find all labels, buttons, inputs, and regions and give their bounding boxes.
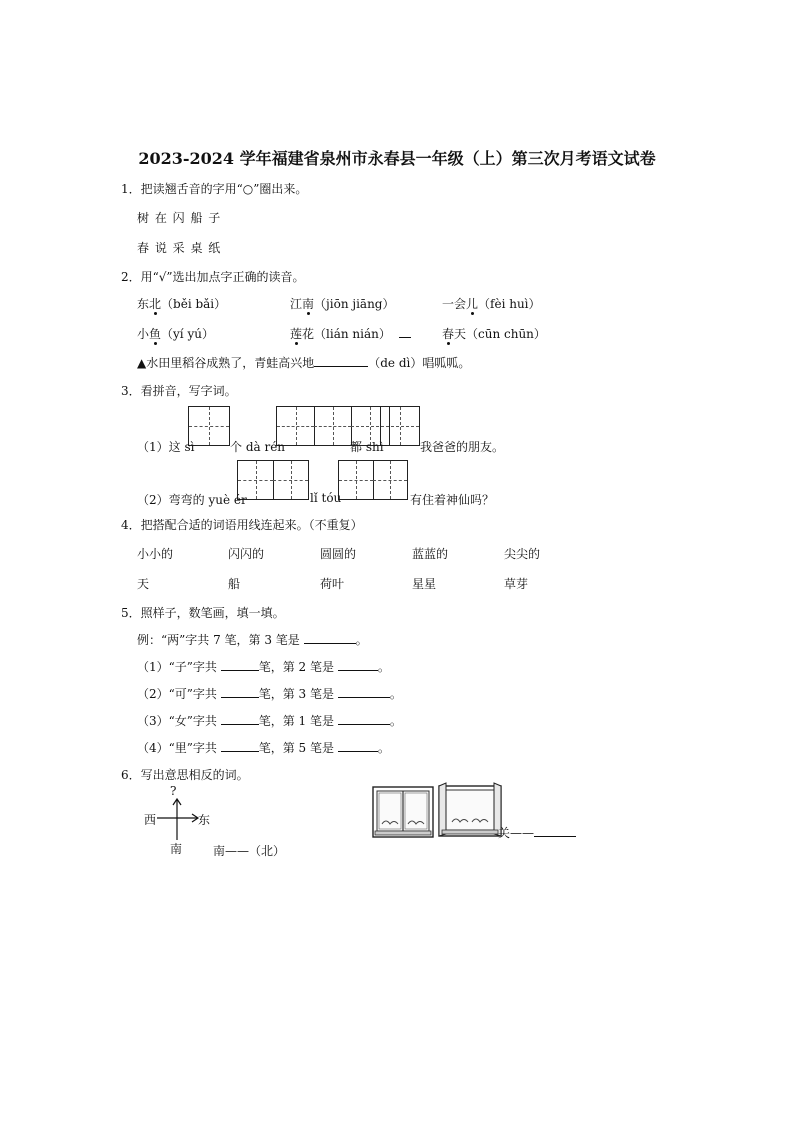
grid-cell[interactable] — [273, 461, 308, 499]
q2-item-3 — [442, 295, 541, 312]
q2-pinyin-options: （yí yú） — [161, 327, 214, 341]
q2-dotted-char: 北 — [149, 297, 162, 311]
q4-bottom-word[interactable]: 天 — [137, 577, 150, 591]
answer-blank[interactable] — [304, 631, 356, 644]
compass-west-label: 西 — [144, 813, 157, 827]
grid-cell[interactable] — [381, 407, 419, 445]
q2-dotted-char: 南 — [302, 297, 315, 311]
grid-cell[interactable] — [314, 407, 352, 445]
q6-prompt: 6．写出意思相反的词。 — [121, 768, 249, 782]
q2-sentence-end: （de dì）唱呱呱。 — [368, 356, 471, 370]
q5-line-1 — [137, 658, 390, 675]
q3-s2-part-c: 有住着神仙吗？ — [410, 493, 495, 507]
q2-item-text: 一会 — [442, 297, 467, 311]
open-window-icon — [438, 782, 502, 838]
q4-top-word[interactable]: 闪闪的 — [228, 547, 265, 561]
answer-blank[interactable] — [399, 325, 411, 338]
q5-line-4 — [137, 739, 390, 756]
q4-top-word[interactable]: 小小的 — [137, 547, 174, 561]
stroke-count-blank[interactable] — [221, 685, 259, 698]
q4-bottom-word[interactable]: 荷叶 — [320, 577, 345, 591]
q2-dotted-char: 春 — [442, 327, 455, 341]
stroke-count-blank[interactable] — [221, 658, 259, 671]
q5-stroke-text: 笔，第 2 笔是 — [258, 660, 334, 674]
page-title: 2023-2024 学年福建省泉州市永春县一年级（上）第三次月考语文试卷 — [138, 149, 656, 168]
q5-prompt: 5．照样子，数笔画，填一填。 — [121, 606, 285, 620]
q1-row1: 树 在 闪 船 子 — [137, 211, 221, 225]
q5-char-text: （4）“里”字共 — [137, 741, 217, 755]
q6-pair-1: 南——（北） — [213, 844, 286, 858]
q4-prompt: 4．把搭配合适的词语用线连起来。（不重复） — [121, 518, 363, 532]
q5-end: 。 — [389, 687, 402, 701]
q5-char-text: （1）“子”字共 — [137, 660, 217, 674]
q2-sentence-start: ▲水田里稻谷成熟了，青蛙高兴地 — [137, 356, 315, 370]
q3-s2-part-b: lǐ tóu — [310, 491, 342, 505]
q3-s1-part-c: 都 shì — [350, 440, 384, 454]
q6-pair-2-text: 关—— — [498, 826, 535, 840]
q3-s1-part-b: 个 dà rén — [230, 440, 286, 454]
q2-pinyin-options: 天（cūn chūn） — [454, 327, 546, 341]
compass-south-label: 南 — [170, 842, 183, 856]
writing-grid[interactable] — [380, 406, 420, 446]
q2-item-1 — [137, 295, 226, 312]
stroke-count-blank[interactable] — [221, 739, 259, 752]
q5-example — [137, 631, 368, 648]
q4-bottom-word[interactable]: 船 — [228, 577, 241, 591]
q6-pair-2 — [498, 824, 576, 841]
q5-line-2 — [137, 685, 402, 702]
q3-s1-part-d: 我爸爸的朋友。 — [420, 440, 505, 454]
q2-item-text: 江 — [290, 297, 303, 311]
q1-prompt: 1．把读翘舌音的字用“○”圈出来。 — [121, 182, 308, 196]
grid-cell[interactable] — [189, 407, 229, 445]
q5-char-text: （2）“可”字共 — [137, 687, 217, 701]
q3-s1-part-a: （1）这 sì — [137, 440, 195, 454]
q5-end: 。 — [377, 741, 390, 755]
q2-prompt: 2．用“√”选出加点字正确的读音。 — [121, 270, 305, 284]
answer-blank[interactable] — [534, 824, 576, 837]
stroke-blank[interactable] — [338, 685, 390, 698]
q5-end: 。 — [377, 660, 390, 674]
q1-row2: 春 说 采 桌 纸 — [137, 241, 221, 255]
q3-prompt: 3．看拼音，写字词。 — [121, 384, 237, 398]
writing-grid[interactable] — [237, 460, 309, 500]
q2-pinyin-options: （běi bǎi） — [161, 297, 227, 311]
q4-bottom-word[interactable]: 草芽 — [504, 577, 529, 591]
writing-grid[interactable] — [338, 460, 408, 500]
q2-item-text: 小 — [137, 327, 150, 341]
closed-window-icon — [372, 786, 434, 838]
compass-arrows-icon — [155, 796, 203, 842]
q3-s2-part-a: （2）弯弯的 yuè ér — [137, 493, 247, 507]
q4-top-word[interactable]: 尖尖的 — [504, 547, 541, 561]
q5-stroke-text: 笔，第 3 笔是 — [258, 687, 334, 701]
q2-item-2 — [290, 295, 394, 312]
q4-top-word[interactable]: 圆圆的 — [320, 547, 357, 561]
q5-end: 。 — [389, 714, 402, 728]
grid-cell[interactable] — [373, 461, 407, 499]
q2-item-text: 东 — [137, 297, 150, 311]
q2-item-5 — [290, 325, 411, 342]
q2-sentence — [137, 354, 470, 371]
stroke-blank[interactable] — [338, 658, 378, 671]
q2-dotted-char: 莲 — [290, 327, 303, 341]
q5-example-text: 例：“两”字共 7 笔，第 3 笔是 — [137, 633, 300, 647]
stroke-blank[interactable] — [338, 712, 390, 725]
q5-stroke-text: 笔，第 1 笔是 — [258, 714, 334, 728]
q2-dotted-char: 儿 — [466, 297, 479, 311]
stroke-count-blank[interactable] — [221, 712, 259, 725]
q5-char-text: （3）“女”字共 — [137, 714, 217, 728]
q2-dotted-char: 鱼 — [149, 327, 162, 341]
q5-line-3 — [137, 712, 402, 729]
compass-east-label: 东 — [198, 813, 211, 827]
answer-blank[interactable] — [314, 354, 368, 367]
q5-stroke-text: 笔，第 5 笔是 — [258, 741, 334, 755]
q2-item-4 — [137, 325, 214, 342]
q2-pinyin-options: （fèi huì） — [478, 297, 541, 311]
q2-pinyin-options: 花（lián nián） — [302, 327, 391, 341]
q2-pinyin-options: （jiōn jiāng） — [314, 297, 395, 311]
grid-cell[interactable] — [339, 461, 374, 499]
q2-item-6 — [442, 325, 546, 342]
q4-top-word[interactable]: 蓝蓝的 — [412, 547, 449, 561]
compass-north-label: ? — [170, 784, 177, 798]
stroke-blank[interactable] — [338, 739, 378, 752]
q5-example-end: 。 — [355, 633, 368, 647]
q4-bottom-word[interactable]: 星星 — [412, 577, 437, 591]
